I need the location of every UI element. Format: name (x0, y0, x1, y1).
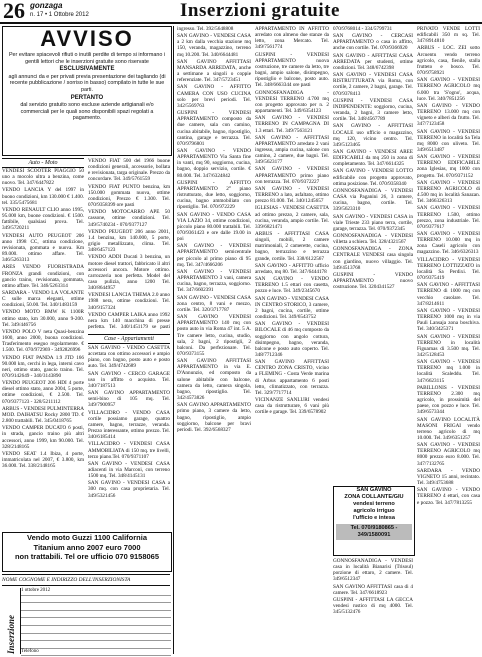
classified-ad: SAN GAVINO - VENDO APPARTAMENTO Via Santa fine in vanti, mq 90, soggiorno, cucina, bagno, doppio servizio, cortile. € 80.000. Tel. 347/6324842 (177, 147, 251, 179)
classified-ad: SAN GAVINO - VENDESI CASA adiacenti in via Marconi, con terreno 1500 mq. Tel. 348/4145131 (88, 460, 170, 480)
category-heading-case: Case - Appartamenti (88, 334, 170, 344)
classified-ad: SAN GAVINO - VENDESI CASA IN CENTRO STORICO, 3 camere, 2 bagni, cucina, cortile, ottime condizioni. Tel. 349/6543752 (255, 295, 329, 321)
classified-ad: SAN GAVINO - AFFITTO ufficio arredato, mq 80. Tel. 347/6444178 (255, 262, 329, 275)
column-divider (173, 26, 174, 654)
classified-ad: GUSPINI - VENDO APPARTAMENTO nuovo costruzione. Tel. 3204341527 (333, 271, 413, 291)
classified-ad: IGLESIAS - VENDESI CASETTA ad ottimo prezzo, 2 camere, sala, cucina, veranda, ampio cortile. Tel. 339/6821471 (255, 205, 329, 230)
page-header (0, 0, 482, 24)
coupon-side-label: Inserzione (6, 614, 16, 654)
classified-ad: SAN GAVINO APPARTAMENTO semi-bino di 105 mq. Tel. 349/7900957 (88, 390, 170, 409)
classified-ad: GONNOSFANADIGA - VENDESI CASA via Paganini 26, 3 camere, cucina, bagno, cortile. Tel. 339/5623310 (333, 187, 413, 213)
moto-line-3: non trattabili. Tel ore ufficio 070 9158065 (14, 552, 160, 561)
page-number: 26 (3, 0, 25, 23)
classified-ad: ARBUS - VENDESI PULMINTERRA MOD. DAIHATSU Rocky 2800 TD. € 2.800 trattabili. Tel. 345/0418765 (2, 405, 84, 425)
classified-ad: VILLACIDRO - VENDESI TERRENO LOTTIZZATO in località Sa Perdixi. Tel. 070/9375419 (417, 256, 480, 282)
classified-ad: VENDO FIAT PUNTO benzina, km 150.000 gommata nuova, ottime condizioni, Prezzo € 1.300. Tel. 070/9358399 ore pasti (88, 183, 170, 209)
coupon-heading: NOME COGNOME E INDIRIZZO DELL'INSERZIONISTA (2, 574, 170, 586)
classified-ad: VILLACIDRO - VENDESI CASA AMMOBILIATA di 150 mq. tre livelli, terzo piano.Tel. 070/9371107 (88, 441, 170, 460)
classified-ad: SAN GAVINO - AFFITTASI TERRENO di 1000 mq con vecchio casolare. Tel. 347/8214611 (417, 282, 480, 307)
moto-ad-box (2, 532, 172, 572)
classified-ad: SAN GAVINO - VENDESI LOTTO edificabile con progetto approvato, ottima posizione. Tel. 070/9358340 (333, 168, 413, 187)
classified-ad: SAN GAVINO - VENDESI TERRENO a lato, asfaltato, ottimo prezzo 81.000. Tel. 340/1245657 (255, 185, 329, 205)
classified-ad: SAN GAVINO AFFITTASI casa di 4 camere. Tel. 347/6618923 (333, 583, 413, 596)
classified-ad: PABILLONIS - VENDESI TERRENO 2.300 mq agricolo, in prossimità del paese, con pozzo e luce. Tel. 349/6573344 (417, 384, 480, 416)
classified-ad: SAN GAVINO - AFFITTO CAMERA CON USO CUCINA solo per brevi periodi. Tel. 342/5569763 (177, 84, 251, 109)
classified-ad: SAN GAVINO - VENDESI AREE EDIFICABILI da mq 250 in zona di completamento. Tel. 347/6614325 (333, 148, 413, 168)
ad-line-3: vendesi terreno (353, 501, 395, 507)
classified-ad: SAN GAVINO - VENDESI CASA in viale Trieste 233 piano terra, cortile, garage, terrazza. Tel. 070/9372345 (333, 213, 413, 232)
classified-ad: GUSPINI - VENDESI CASA INDIPENDENTE: soggiorno, cucina, veranda, 2 bagni, 3 camere letto, cortile. Tel. 348/4567789 (333, 97, 413, 123)
classified-ad: APPARTAMENTO IN AFFITTO arredato con almeno due stanze da letto, zona Mercato. Tel. 349/7561774 (255, 26, 329, 51)
ad-line-5: l'ufficio e intesa (352, 515, 396, 521)
classified-ad: SAN GAVINO - VENDESI TERRENO IN CAMPAGNA DI 1.3 ettari. Tel. 349/7563121 (255, 115, 329, 134)
classified-ad: SAN GAVINO - VENDESI TERRENO in località Figuarnas di 3.500 mq. Tel. 342/5128453 (417, 333, 480, 358)
classified-ad: SAN GAVINO - VENDO CASA VIA LAZIO 34, ottime condizioni, piccolo piano 80.000 trattabili. Tel. 070/9361423 e ore dalle 19.00 in poi (177, 211, 251, 243)
classified-ad: SAN GAVINO - VENDO TERRENO 1.5 ettari con casetta, pozzo e luce. Tel. 349/2345670 (255, 276, 329, 295)
coupon-line[interactable] (21, 603, 171, 611)
classified-ad: VICINANZE SANLURI vendesi casa da ristrutturare, 6 vani più cortile e garage. Tel. 339/6578902 (255, 397, 329, 416)
classified-ad: VENDO LANCIA Y del 1997 in buono condizioni, km 130.000 € 1.400. tel. 335/5475681 (2, 187, 84, 206)
classified-ad: SAN GAVINO - VENDO TERRENO 13.000 mq con vigneto e alberi da frutto. Tel. 347/7123458 (417, 102, 480, 128)
classified-ad: VENDESI LANCIA THEMA 2.0 anno 1988 nera, ottime condizioni. Tel. 340/9157324 (88, 292, 170, 311)
notice-exclusive: ESCLUSIVAMENTE (59, 66, 115, 73)
column-auto-moto (2, 168, 84, 528)
classified-ad: VENDO CAMPER LAIKA anno 1992 nera km 140 macchina di presse perfetta. Tel. 340/1451179 se pasti (88, 311, 170, 330)
classified-ad: VENDO POLO V neta Quasi-benzina 1600, anno 2000, buona condizioni. Trasferimento eseguo regolarmente. € 1.500. Tel. 070/972969 - 3492826996 (2, 328, 84, 354)
classified-ad: SAN GAVINO AFFITTASI APPARTAMENTO in via E. D'Annunzio, ed composto da salone abitabile con balcone, camera da letto, camera singola, bagno, ripostiglio. Tel. 342/4573826 (177, 358, 251, 402)
classified-ad: PRIVATO VENDE LOTTI edificabili 350 m sq. Tel. 347/8914810 (417, 26, 480, 45)
classified-ad: VENDO CAMPER DUCATO 6 posti, in strada, gancio traino più altri accessori, anno 1999, km 90.000. Tel. 328/2148165 (2, 425, 84, 450)
classified-ad: SAN GAVINO - VENDESI TERRENO AGRICOLO di 4.500 mq in località Sanazan. Tel. 3466326313 (417, 179, 480, 205)
classified-ad: SAN GAVINO VENDESI APPARTAMENTO 140 mq con posto auto in via Roma 47 int. 5 A. Tre camere letto, cucina, studio, sala, 2 bagni, 2 ripostigli, 2 balconi. Da perfezionare. Tel. 070/9373155 (177, 314, 251, 357)
moto-line-1: Vendo moto Guzzi 1100 California (26, 533, 148, 542)
classified-ad: GONNOSFANADIGA - VENDESI TERRENO 4.700 mq con progetto approvato per n. 2 appartamenti. Tel. 349/6354123 (255, 89, 329, 115)
coupon-phone-label: Telefono (21, 649, 171, 657)
column-case-4 (333, 26, 413, 482)
classified-ad: GONNOSFANADIGA - ZONA CENTRALE VENDESI casa singola con giardino, nuovo villaggio. Tel. 349/4513768 (333, 246, 413, 271)
classified-ad: VENDO FIAT PANDA 1.9 JTD 166 90.000 km, cerchi in lega, interni cavo neri, ottimo stato, gancio traino. Tel. 070/9142649 - 340/3143890 (2, 354, 84, 379)
category-heading-auto: Auto - Moto (2, 158, 84, 168)
notice-text-2: agli annunci da e per privati previa presentazione dei tagliando (di recente pubblicazione / sorriso in basso) compilato in tutte le sue parti. (8, 73, 166, 93)
classified-ad: SAN GAVINO AFFITTASI MANSARDA ARREDATA, anche a settimane a singoli o coppie referenziate. Tel. 347/5723451 (177, 58, 251, 84)
classified-ad: SAN GAVINO - CERCASI APPARTAMENTO o casa in affitto, anche con cortile. Tel. 070/9366920 (333, 33, 413, 52)
classified-ad: 070/9768014 - 334/5799731 (333, 26, 393, 32)
classified-ad: GUSPINI - VENDESI APPARTAMENTO composto da due camere, sala con camino, cucina abitabile, bagno, ripostiglio, cantina, garage e terrazza. Tel. 070/9796801 (177, 110, 251, 147)
coupon-line[interactable] (21, 596, 171, 604)
notice-box (2, 26, 172, 156)
moto-line-2: Titanium anno 2007 euro 7000 (33, 542, 141, 552)
classified-ad: SAN GAVINO - AFFITTASI LOCALE uso ufficio o magazzino, mq 120, vicino centro. Tel. 349/5123465 (333, 123, 413, 148)
classified-ad: SAN GAVINO - VENDESI TERRENO 1.500, ottimo prezzo, zona industriale. Tel. 070/9377617 (417, 205, 480, 230)
classified-ad: VENDO FIAT 500 del 1966 buone condizioni generali, accessorie, bollata e revisionata, targa originale. Prezzo da concordare. Tel. 349/5761559 (88, 158, 170, 183)
classified-ad: ARBUS - AFFITTASI CASA singoli, mobili, 2 camere matrimoniali, 2 camerette, cucina, bagno, terrazzino e terrazza grande, cortile. Tel. 338/6122567 (255, 231, 329, 262)
classified-ad: VENDO SEAT 1.4 Ibiza, 4 porte, immatricolata nel 2007, € 3.800, km 36.000. Tel. 338/2148165 (2, 450, 84, 470)
coupon-line[interactable] (21, 634, 171, 642)
classified-ad: SARDARA - VENDO VIGNETO 15 anni, recintato. Tel. 349/4753688 (417, 467, 480, 487)
classified-ad: SAN GAVINO AFFITTASI CENTRO ZONA CRISTO, vicino a FLEMING - Costa Verde marina di Arbus appartamento 6 posti letto, climatizzato, con terrazza. Tel. 329/7717714 (255, 359, 329, 396)
classified-ad: SAN GAVINO - VENDESI TERRENO AGRICOLO mq 6.000 tra 'S'ogno', acqua, luce. Tel. 340/7851256 (417, 77, 480, 102)
classified-ad: SAN GAVINO - VENDESI APPARTAMENTO primo piano con terrazza. Tel. 070/9372227 (255, 166, 329, 185)
classified-ad: GUSPINI - AFFITTASI LA GECCA vendesi rustico di mq 4000. Tel. 345/5132476 (333, 596, 413, 616)
classified-ad: SAN GAVINO - AFFITTASI APPARTAMENTO arredato 2 vani ingresso, ampia cucina, salone con camino, 2 camere, due bagni. Tel. 349/5623177 (255, 134, 329, 166)
classified-ad: SAN GAVINO - VENDESI TERRENO 1000 mq in via Pauli Lansaja zona boschiva. Tel. 340/3425371 (417, 307, 480, 333)
classified-ad: SAN GAVINO - VENDESI CASA a 300 mq. con casa proprietaria. Tel. 349/5321456 (88, 480, 170, 499)
column-case-2 (177, 26, 251, 654)
land-ad-box (333, 486, 415, 556)
coupon-line[interactable] (21, 626, 171, 634)
classified-ad: SAN GAVINO - VENDESI BILOCALE di 46 mq composto da soggiorno con angolo cottura, disimpegno, bagno, veranda, balcone e posto auto coperto. Tel. 348/7712346 (255, 321, 329, 358)
classified-ad: GONNOSFANADIGA - VENDESI casa in località Bianarisi (Trisoul) porzione di ettaro, 2 camere. Tel. 349/6512347 (333, 558, 413, 583)
classified-ad: ingresso. Tel. 392/5648808 (177, 26, 234, 32)
ad-line-4: agricolo irriguo (353, 508, 395, 514)
classified-ad: VILLACIDRO - VENDO CASA cortile possiamo garage, quattro camere, bagno, terrazze, veranda. Prezzo interessante, ottimo prezzo. Tel. 340/6185414 (88, 409, 170, 441)
classified-ad: VENDO PEUGEOT 206 anno 2001, 1.4 benzina, km 140.000, 5 porte, grigio metallizzato, clima. Tel. 348/6457123 (88, 228, 170, 254)
ad-line-1: SAN GAVINO (356, 487, 392, 493)
classified-ad: GUSPINI - VENDESI APPARTAMENTO nuova costruzione, tre camere da letto, tre bagni, ampio salone, disimpegno, ripostiglio e balcone, posto auto. Tel. 348/6663344 ore pasti (255, 51, 329, 89)
classified-ad: SAN GAVINO - VENDESI TERRENO mq 1.000 in località Scaleddu. Tel. 347/6623115 (417, 359, 480, 384)
classified-ad: SAN GAVINO - VENDESI APPARTAMENTO semicentrale per piccolo al primo piano di 95 mq. Tel. 347/4666206 (177, 243, 251, 268)
ad-line-2: ZONA COLLANTE/GIU (344, 494, 404, 500)
notice-text-3: dal servizio gratuito sono escluse aziende artigianali e/o commerciali per le quali sono disponibili spazi regolati a pagamento. (20, 102, 154, 122)
section-title: Inserzioni gratuite (180, 0, 340, 21)
classified-ad: GUSPINI - AFFITTO APPARTAMENTO 2° piano ristrutturato, due letto, soggiorno, cucina, bagno ammobiliato con ripostiglio. Tel. 070/972229 (177, 179, 251, 211)
classified-ad: GONNOSFANADIGA - VENDESI villetta a schiera. Tel. 328/4321567 (333, 233, 413, 246)
newspaper-logo: gonzaga (30, 1, 63, 10)
classified-ad: SAN GAVINO - VENDESI APPARTAMENTO 3 vani, camera cucina, bagno, terrazza, soggiorno. Tel. 347/6602391 (177, 268, 251, 294)
classified-ad: VENDO ADDI Ducati 3 benzina, un motore diesel trattori, fabbricato il altri accessori ancora. Motore ottimo. carrozzeria non perfetta. Model del caso pulizia, anno 1200 Tel. 340/8644957 (88, 254, 170, 292)
column-case-1 (88, 345, 170, 527)
coupon-line[interactable] (21, 611, 171, 619)
column-auto-moto-2 (88, 158, 170, 330)
classified-ad: VENDO MOTO BMW K 1100R ottimo stato, km 30.000, anno 9-200. Tel. 349/446756 (2, 309, 84, 328)
classified-ad: SAN GAVINO APPARTAMENTO primo piano, 3 camere da letto, bagno, ripostiglio, ampio soggiorno, balcone per bravi periodi. Tel. 392/6568327 (177, 402, 251, 433)
coupon-form[interactable] (20, 588, 171, 654)
classified-ad: VENDO PEUGEOT 206 HDI 4 porte diesel ottimo stato, anno 2004, 5 porte, ottime condizioni, € 2.500. Tel. 070/9377123 - 328/5211112 (2, 380, 84, 405)
column-terreni (417, 26, 480, 654)
classified-ad: SAN GAVINO - VENDESI CASA RISTRUTTURATA via Roma, con cortile, 2 camere, 2 bagni, garage. Tel. 070/9378413 (333, 72, 413, 97)
coupon-date: 1 ottobre 2012 (21, 588, 171, 596)
classified-ad: VENDESI AUTO PEUGEOT 206 anno 1998 CC, ottima condizione, revisionata, gommata e nuova. Km 89.000. ottimo affare. Tel. 346/5263313 (2, 232, 84, 264)
classified-ad: ARES VENDO FUORISTRADA FRONZA grandi condizioni, con gancio traino, revisionata, gommata, ottimo affare. Tel. 346/5263314 (2, 264, 84, 289)
classified-ad: SARDARA - VENDO LA VOLANTE C sulle marca eleganti, ottime condizioni, 50.00. Tel. 340/1483159 (2, 289, 84, 309)
notice-therefore: PERTANTO (70, 94, 104, 101)
ad-phone: Tel. 070/9180865 - 349/1580091 (336, 524, 412, 540)
notice-text-1: Per evitare spiacevoli rifiuti o inutili perdite di tempo si informano i gentili lettori che le inserzioni gratuite sono riservate (8, 52, 166, 65)
classified-ad: SAN GAVINO - VENDO TERRENO 4 ettari, con casa e pozzo. Tel. 347/7813255 (417, 487, 480, 506)
classified-ad: SAN GAVINO - VENDESI CASA zona centro, 8 vani e mezzo, cortile. Tel. 320/3717787 (177, 294, 251, 313)
classified-ad: SAN GAVINO - CERCO GARAGE uso in affitto o acquisto. Tel. 340/7187513 (88, 370, 170, 389)
classified-ad: SAN GAVINO - VENDESI TERRENO 10.000 mq in zona Caseli agricolo con magazzino. Tel. 346/6326313 (417, 231, 480, 256)
classified-ad: VENDO RENAULT CLIO anno 1995, 95.000 km, buone condizioni. € 1500. fattibile, qualsiasi prova. Tel. 349/5720211 (2, 206, 84, 232)
column-case-5 (333, 558, 413, 654)
classified-ad: SAN GAVINO LOCALITÀ MASONI FRIGAI vendo terreno agricolo di mq 10.000. Tel. 349/6351257 (417, 416, 480, 441)
classified-ad: VENDESI SCOOTER PIAGGIO 50 uno a mocolo ultra a benzina, come nuovo. Tel. 347/6447822 (2, 168, 84, 187)
column-case-3 (255, 26, 329, 654)
coupon-line[interactable] (21, 618, 171, 626)
classified-ad: SAN GAVINO - VENDESI TERRENO in località Sa Tela mq 8000 con uliveto. Tel. 349/6513487 (417, 128, 480, 153)
classified-ad: ARBUS - LOC. ZEI sotto Arcuentu vendo terreno agricolo, casa, fienile, stalla frutteto e bosco. Tel. 070/9758921 (417, 45, 480, 77)
classified-ad: SAN GAVINO - VENDESI TERRENO EDIFICABILE zona Iglesias, mq 1000 con progetto. Tel. 070/9371152 (417, 154, 480, 179)
classified-ad: VENDO MOTOCARRO APE 50 cassone, ottime condizioni. Tel. 349/5740234 - 070/9377127 (88, 209, 170, 228)
classified-ad: SAN GAVINO - VENDESI CASA a 2 km dalla vecchia stazione mq 150, veranda, magazzino, terreno mq 10.200. Tel. 340/6644481 (177, 33, 251, 58)
classified-ad: SAN GAVINO - VENDO CASETTA accettata con ottimo accessori e ampio piano, con bagno, posto auto e posto auto. Tel. 349/4742689 (88, 345, 170, 370)
coupon-line[interactable] (21, 641, 171, 649)
classified-ad: SAN GAVINO - VENDESI TERRENO AGRICOLO mq 8000 prezzo euro 8.000. Tel. 347/7132765 (417, 442, 480, 467)
classified-ad: SAN GAVINO - AFFITTASI CASA ARREDATA per studenti, ottime condizioni. Tel. 348/6742398 (333, 52, 413, 71)
notice-title: AVVISO (40, 26, 134, 51)
issue-date: n. 17 • 1 Ottobre 2012 (30, 12, 89, 18)
